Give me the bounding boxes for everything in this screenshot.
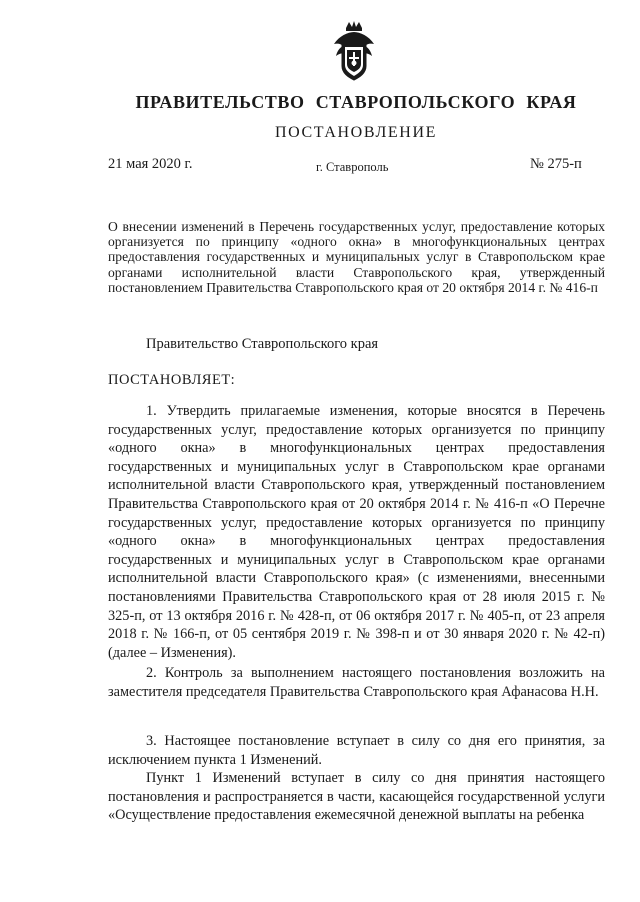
paragraph-2: 2. Контроль за выполнением настоящего постановления возложить на заместителя председателя Правительства Ставропольского края Афанасова Н.Н. [108, 665, 605, 700]
government-title: ПРАВИТЕЛЬСТВО СТАВРОПОЛЬСКОГО КРАЯ [135, 92, 577, 112]
paragraph-4: Пункт 1 Изменений вступает в силу со дня принятия настоящего постановления и распространяется в части, касающейся государственной услуги «Осуществление предоставления ежемесячной денежной выплаты на ребенка [108, 770, 605, 824]
document-subject: О внесении изменений в Перечень государственных услуг, предоставление которых организуется по принципу «одного окна» в многофункциональных центрах предоставления государственных и муниципальных услуг в Ставропольском крае органами исполнительной власти Ставропольского края, утвержденный постановлением Правительства Ставропольского края от 20 октября 2014 г. № 416-п [108, 219, 605, 295]
government-line: Правительство Ставропольского края [146, 336, 379, 352]
paragraph-3: 3. Настоящее постановление вступает в силу со дня его принятия, за исключением пункта 1 Изменений. [108, 733, 605, 768]
document-number: № 275-п [530, 156, 582, 172]
decree-word: ПОСТАНОВЛЯЕТ: [108, 372, 236, 388]
paragraph-1: 1. Утвердить прилагаемые изменения, которые вносятся в Перечень государственных услуг, предоставление которых организуется по принципу «одного окна» в многофункциональных центрах предоставления государственных и муниципальных услуг в Ставропольском крае органами исполнительной власти Ставропольского края, утвержденный постановлением Правительства Ставропольского края от 20 октября 2014 г. № 416-п «О Перечне государственных услуг, предоставление которых организуется по принципу «одного окна» в многофункциональных центрах предоставления государственных и муниципальных услуг в Ставропольском крае органами исполнительной власти Ставропольского края» (с изменениями, внесенными постановлениями Правительства Ставропольского края от 28 июля 2015 г. № 325-п, от 13 октября 2016 г. № 428-п, от 06 октября 2017 г. № 405-п, от 23 апреля 2018 г. № 166-п, от 05 сентября 2019 г. № 398-п и от 30 января 2020 г. № 42-п) (далее – Изменения). [108, 403, 605, 661]
document-type: ПОСТАНОВЛЕНИЕ [275, 124, 437, 141]
document-city: г. Ставрополь [316, 160, 389, 174]
coat-of-arms-icon [331, 20, 377, 82]
document-date: 21 мая 2020 г. [108, 156, 193, 172]
